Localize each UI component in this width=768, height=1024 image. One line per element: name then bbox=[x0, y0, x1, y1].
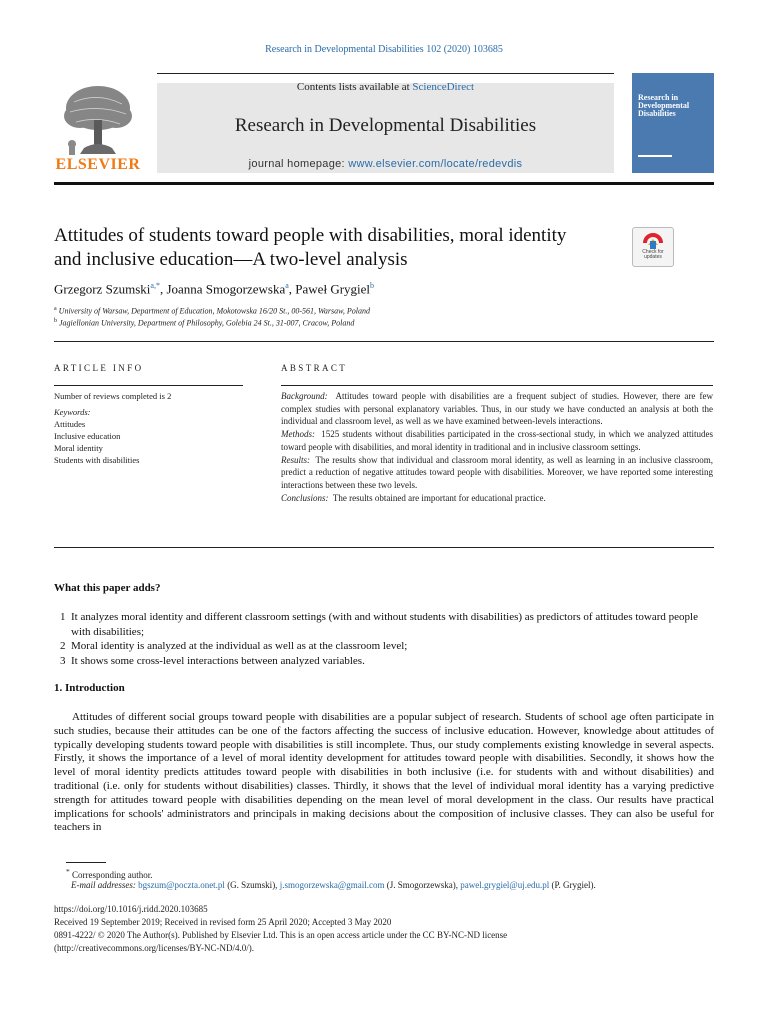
cover-title: Research in Developmental Disabilities bbox=[638, 93, 690, 118]
affiliation-mark: a bbox=[54, 306, 57, 312]
list-item bbox=[54, 610, 714, 639]
affiliation-text: Jagiellonian University, Department of Philosophy, Golebia 24 St., 31-007, Cracow, Poland bbox=[59, 318, 355, 328]
check-updates-label: Check for updates bbox=[642, 249, 664, 260]
affiliation-text: University of Warsaw, Department of Education, Mokotowska 16/20 St., 00-561, Warsaw, Poland bbox=[58, 306, 370, 316]
masthead-bottom-rule bbox=[54, 182, 714, 185]
cover-bar bbox=[638, 155, 672, 157]
author-separator: , bbox=[288, 281, 296, 297]
author-separator: , bbox=[159, 281, 167, 297]
author-list bbox=[54, 281, 374, 297]
affiliation-a bbox=[54, 306, 370, 316]
author-affiliation-mark[interactable]: a,* bbox=[150, 281, 160, 290]
license-url[interactable]: (http://creativecommons.org/licenses/BY-NC-ND/4.0/). bbox=[54, 943, 255, 953]
abstract-rule bbox=[281, 385, 713, 386]
abstract-label: Results: bbox=[281, 454, 310, 465]
article-title: Attitudes of students toward people with disabilities, moral identity and inclusive education—A two-level analysis bbox=[54, 225, 567, 270]
journal-cover-thumbnail[interactable] bbox=[632, 73, 714, 173]
author-affiliation-mark[interactable]: a bbox=[285, 281, 289, 290]
what-this-paper-adds-heading: What this paper adds? bbox=[54, 582, 161, 594]
article-info-heading: ARTICLE INFO bbox=[54, 363, 144, 373]
list-number: 1 bbox=[60, 611, 66, 623]
email-owner: (P. Grygiel). bbox=[549, 880, 596, 890]
what-this-paper-adds-list bbox=[54, 610, 714, 668]
author-affiliation-mark[interactable]: b bbox=[370, 281, 375, 290]
list-item bbox=[54, 639, 714, 654]
sciencedirect-link[interactable]: ScienceDirect bbox=[412, 81, 475, 93]
contents-line bbox=[157, 81, 614, 93]
abstract-text: 1525 students without disabilities participated in the cross-sectional study, in which we analyzed attitudes toward people with disabilities, and moral identity in traditional and in inclusive classroom settings. bbox=[281, 429, 714, 452]
abstract-label: Methods: bbox=[281, 429, 315, 440]
reviews-count: Number of reviews completed is 2 bbox=[54, 391, 172, 401]
email-owner: (J. Smogorzewska), bbox=[384, 880, 461, 890]
email-label: E-mail addresses: bbox=[71, 880, 136, 890]
homepage-prefix: journal homepage: bbox=[248, 158, 349, 170]
list-number: 2 bbox=[60, 640, 66, 652]
keyword-item: Students with disabilities bbox=[54, 455, 140, 465]
check-updates-icon bbox=[633, 229, 673, 251]
received-dates: Received 19 September 2019; Received in revised form 25 April 2020; Accepted 3 May 2020 bbox=[54, 917, 392, 927]
article-info-rule bbox=[54, 385, 243, 386]
author-name: Joanna Smogorzewska bbox=[166, 281, 286, 297]
email-link[interactable]: j.smogorzewska@gmail.com bbox=[279, 880, 385, 890]
introduction-paragraph: Attitudes of different social groups toward people with disabilities are a popular subject of research. Students of school age often participate in such studies, because their attitudes can be one of the factors affecting the success of inclusive education. However, knowledge about attitudes of typically developing students toward people with disabilities is still incomplete. Thus, our study complements existing knowledge in several aspects. Firstly, it shows the importance of a level of moral identity development for attitudes toward people with disabilities. Secondly, it shows how the level of moral identity predicts attitudes toward people with disabilities in both inclusive (i.e. for students with and without disabilities) and traditional (i.e. only for students without disabilities) classes. Thirdly, it shows that the level of individual moral identity has a varying predictive strength for attitudes toward people with disabilities depending on the mean level of moral development in the class. Our results have practical implications for schools' administrators and principals in making decisions about the composition of inclusive classes. They can also be useful for teachers in bbox=[54, 711, 714, 834]
email-link[interactable]: pawel.grygiel@uj.edu.pl bbox=[460, 880, 550, 890]
affiliation-b bbox=[54, 318, 354, 328]
introduction-heading: 1. Introduction bbox=[54, 682, 125, 694]
email-link[interactable]: bgszum@poczta.onet.pl bbox=[138, 880, 225, 890]
keyword-item: Inclusive education bbox=[54, 431, 121, 441]
list-text: It analyzes moral identity and different classroom settings (with and without students with disabilities) as predictors of attitudes toward people with disabilities; bbox=[71, 611, 698, 638]
check-for-updates-button[interactable] bbox=[632, 227, 674, 267]
email-owner: (G. Szumski), bbox=[224, 880, 280, 890]
masthead-top-rule bbox=[157, 73, 614, 74]
homepage-link[interactable]: www.elsevier.com/locate/redevdis bbox=[348, 158, 523, 170]
list-text: Moral identity is analyzed at the individual as well as at the classroom level; bbox=[71, 640, 408, 652]
journal-title: Research in Developmental Disabilities bbox=[234, 115, 537, 136]
keyword-item: Attitudes bbox=[54, 419, 86, 429]
abstract-conclusions bbox=[281, 492, 713, 505]
contents-prefix: Contents lists available at bbox=[296, 81, 413, 93]
affiliation-mark: b bbox=[54, 318, 57, 324]
footnote-rule bbox=[66, 862, 106, 863]
list-text: It shows some cross-level interactions between analyzed variables. bbox=[71, 654, 365, 667]
abstract-bottom-rule bbox=[54, 547, 714, 548]
abstract-methods bbox=[281, 428, 713, 453]
abstract-label: Background: bbox=[281, 391, 328, 401]
abstract-heading: ABSTRACT bbox=[281, 363, 348, 373]
list-item bbox=[54, 654, 714, 669]
abstract-text: Attitudes toward people with disabilities are a frequent subject of studies. However, there are few complex studies with personal explanatory variables. Thus, in our study we have conducted an analysis at both the individual and classroom level, as well as we have examined between-levels interactions. bbox=[281, 391, 713, 427]
corresponding-text: Corresponding author. bbox=[72, 870, 153, 880]
abstract-label: Conclusions: bbox=[281, 492, 329, 503]
keyword-item: Moral identity bbox=[54, 443, 103, 453]
footnote-asterisk: * bbox=[66, 867, 70, 876]
author-name: Grzegorz Szumski bbox=[54, 281, 151, 297]
author-name: Paweł Grygiel bbox=[295, 281, 371, 297]
abstract-background bbox=[281, 390, 713, 428]
abstract-results bbox=[281, 454, 713, 492]
email-addresses bbox=[71, 880, 596, 890]
list-number: 3 bbox=[60, 654, 66, 667]
keywords-label: Keywords: bbox=[54, 407, 91, 417]
corresponding-author-note bbox=[66, 867, 153, 880]
abstract-text: The results show that individual and classroom moral identity, as well as learning in an inclusive classroom, predict a reduction of negative attitudes toward people with disabilities. Moreover, we have reported some interesting interactions between these two levels. bbox=[281, 454, 713, 490]
journal-homepage bbox=[157, 158, 614, 170]
abstract-body bbox=[281, 390, 713, 504]
journal-citation[interactable]: Research in Developmental Disabilities 102 (2020) 103685 bbox=[265, 44, 503, 55]
elsevier-wordmark: ELSEVIER bbox=[55, 156, 141, 173]
doi-link[interactable]: https://doi.org/10.1016/j.ridd.2020.103685 bbox=[54, 904, 208, 914]
copyright-line: 0891-4222/ © 2020 The Author(s). Published by Elsevier Ltd. This is an open access article under the CC BY-NC-ND license bbox=[54, 930, 508, 940]
info-top-rule bbox=[54, 341, 714, 342]
abstract-text: The results obtained are important for educational practice. bbox=[332, 492, 546, 503]
